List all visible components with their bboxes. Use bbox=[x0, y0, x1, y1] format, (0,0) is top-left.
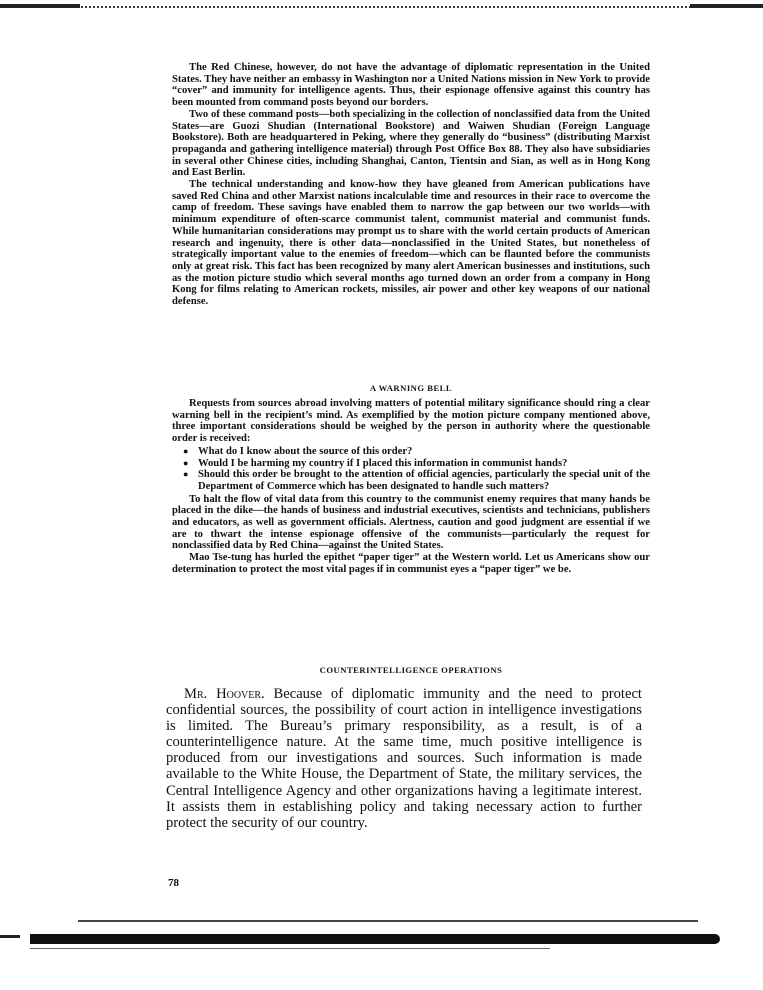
list-item: ● Would I be harming my country if I placed this information in communist hands? bbox=[198, 458, 650, 470]
top-border-mark-left bbox=[0, 4, 80, 8]
paragraph: To halt the flow of vital data from this country to the communist enemy requires that many hands be placed in the dike—the hands of business and industrial executives, scientists and technicians, publishers and educators, as well as government officials. Alertness, caution and good judgment are essential if we are to thwart the intense espionage offensive of the communists—particularly the request for nonclassified data by Red China—against the United States. bbox=[172, 493, 650, 552]
bottom-rule-thin bbox=[78, 920, 698, 922]
body-text-top bbox=[172, 62, 650, 308]
top-border-mark-right bbox=[690, 4, 763, 8]
testimony-text bbox=[166, 686, 642, 831]
paragraph: The technical understanding and know-how they have gleaned from American publications have saved Red China and other Marxist nations incalculable time and resources in their race to overcome the camp of freedom. These savings have enabled them to narrow the gap between our two worlds—with minimum expenditure of often-scarce communist talent, communist material and communist funds. While humanitarian considerations may prompt us to share with the world certain products of American research and ingenuity, there is other data—nonclassified in the United States, but nonetheless of strategically important value to the enemies of freedom—which can be flaunted before the communists only at great risk. This fact has been recognized by many alert American businesses and institutions, such as the motion picture studio which several months ago turned down an order from a company in Hong Kong for films relating to American rockets, missiles, air power and other key weapons of our national defense. bbox=[172, 179, 650, 308]
left-edge-mark bbox=[0, 935, 20, 938]
paragraph: The Red Chinese, however, do not have the advantage of diplomatic representation in the United States. They have neither an embassy in Washington nor a United Nations mission in New York to provide “cover” and immunity for intelligence agents. Thus, their espionage offensive against this country has been mounted from command posts beyond our borders. bbox=[172, 62, 650, 109]
list-item: ● What do I know about the source of this order? bbox=[198, 446, 650, 458]
top-border-dotted bbox=[0, 6, 763, 11]
bottom-rule-lower bbox=[30, 948, 550, 949]
bottom-rule-heavy bbox=[30, 934, 720, 944]
testimony-body: Because of diplomatic immunity and the need to protect confidential sources, the possibility of court action in intelligence investigations is limited. The Bureau’s primary responsibility, as a result, is of a counterintelligence nature. At the same time, much positive intelligence is produced from our investigations and sources. Such information is made available to the White House, the Department of State, the military services, the Central Intelligence Agency and other organizations having a legitimate interest. It assists them in establishing policy and taking necessary action to further protect the security of our country. bbox=[166, 686, 642, 831]
page-number: 78 bbox=[168, 877, 179, 889]
section-heading-counterintelligence: COUNTERINTELLIGENCE OPERATIONS bbox=[319, 665, 503, 675]
section-heading-warning: A WARNING BELL bbox=[369, 383, 453, 393]
list-item: ● Should this order be brought to the attention of official agencies, particularly the special unit of the Department of Commerce which has been designated to handle such matters? bbox=[198, 469, 650, 492]
bullet-list bbox=[172, 446, 650, 493]
paragraph: Two of these command posts—both specializing in the collection of nonclassified data from the United States—are Guozi Shudian (International Bookstore) and Waiwen Shudian (Foreign Language Bookstore). Both are headquartered in Peking, where they generally do “business” (distributing Marxist propaganda and gathering intelligence material) through Post Office Box 88. They also have subsidiaries in several other Chinese cities, including Shanghai, Canton, Tientsin and Sian, as well as in Hong Kong and East Berlin. bbox=[172, 108, 650, 179]
paragraph: Requests from sources abroad involving matters of potential military significance should ring a clear warning bell in the recipient’s mind. As exemplified by the motion picture company mentioned above, three important considerations should be weighed by the person in authority where the questionable order is received: bbox=[172, 398, 650, 445]
body-text-warning bbox=[172, 398, 650, 576]
paragraph: Mao Tse-tung has hurled the epithet “paper tiger” at the Western world. Let us Americans show our determination to protect the most vital pages if in communist eyes a “paper tiger” we be. bbox=[172, 552, 650, 575]
speaker-name: Mr. Hoover. bbox=[184, 686, 265, 702]
paragraph bbox=[166, 686, 642, 831]
